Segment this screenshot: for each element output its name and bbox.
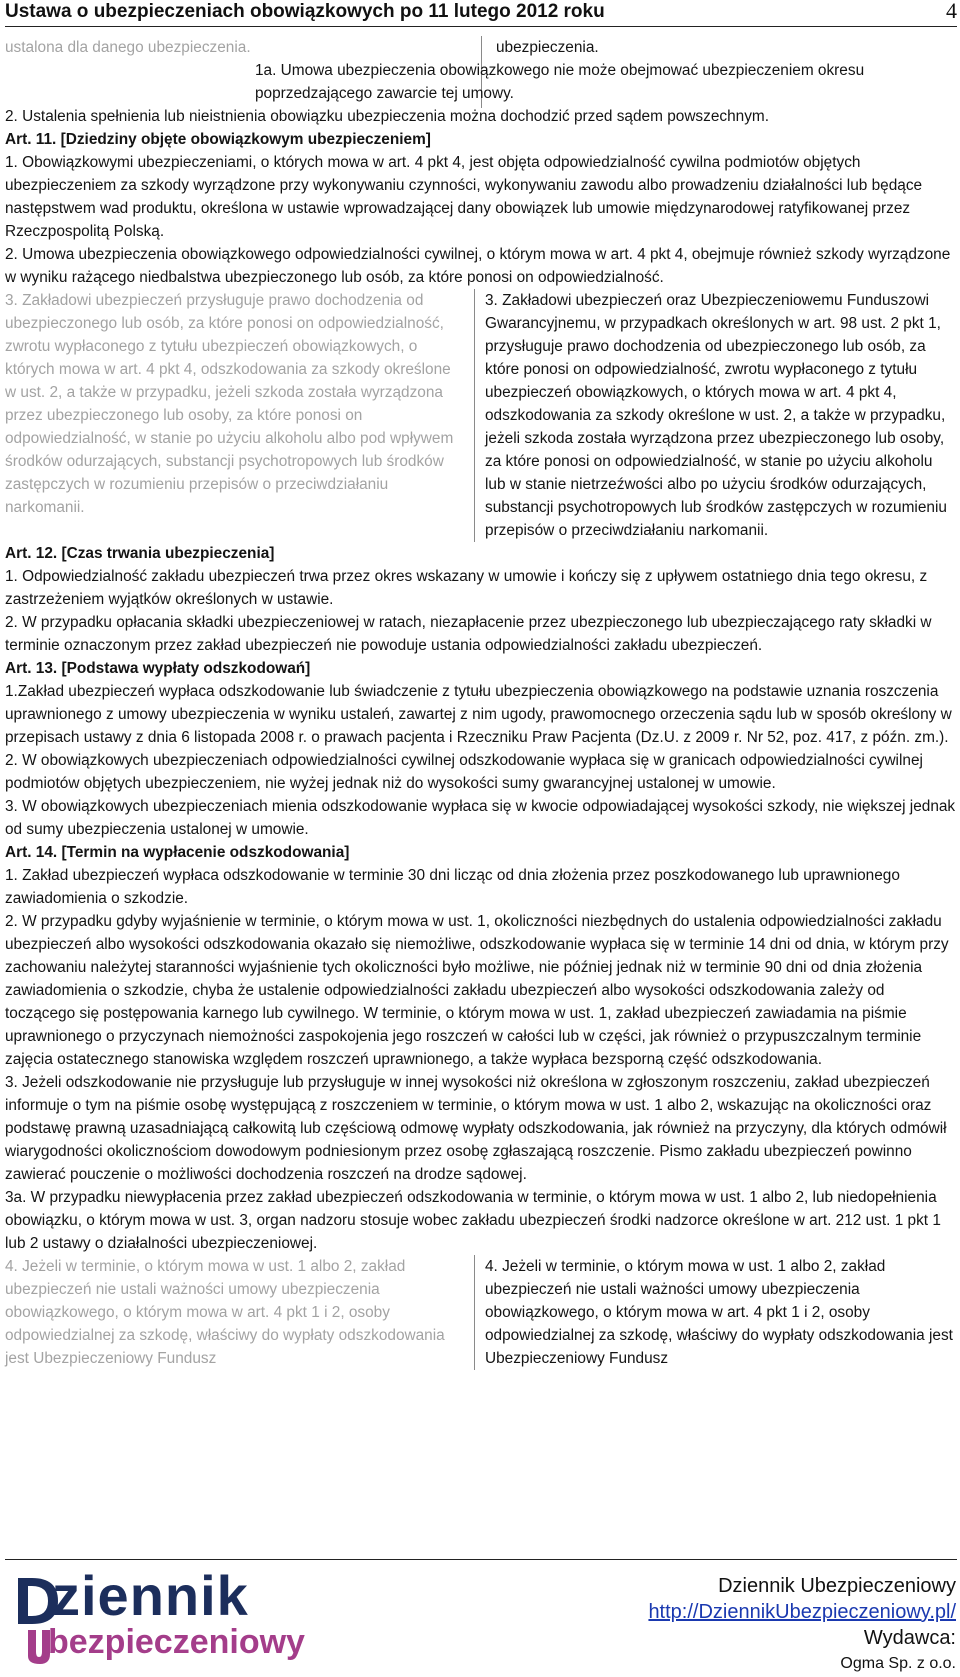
art12-paragraph-2: 2. W przypadku opłacania składki ubezpieczeniowej w ratach, niezapłacenie przez ubezpieczonego lub ubezpieczającego raty składki w terminie oznaczonym przez zakład ubezpieczeń nie powoduje ustania odpowiedzialności zakładu ubezpieczeń. (5, 614, 932, 654)
art14-p4-new-version: 4. Jeżeli w terminie, o którym mowa w ust. 1 albo 2, zakład ubezpieczeń nie ustali ważności umowy ubezpieczenia obowiązkowego, o którym mowa w art. 4 pkt 1 i 2, osoby odpowiedzialnej za szkodę, właściwy do wypłaty odszkodowania jest Ubezpieczeniowy Fundusz (474, 1255, 957, 1370)
paragraph-1a: 1a. Umowa ubezpieczenia obowiązkowego nie może obejmować ubezpieczeniem okresu poprzedzającego zawarcie tej umowy. (255, 62, 865, 102)
footer-divider (5, 1559, 957, 1560)
art14-p4-old-version: 4. Jeżeli w terminie, o którym mowa w ust. 1 albo 2, zakład ubezpieczeń nie ustali ważności umowy ubezpieczenia obowiązkowego, o którym mowa w art. 4 pkt 1 i 2, osoby odpowiedzialnej za szkodę, właściwy do wypłaty odszkodowania jest Ubezpieczeniowy Fundusz (5, 1258, 445, 1367)
art11-paragraph-1: 1. Obowiązkowymi ubezpieczeniami, o których mowa w art. 4 pkt 4, jest objęta odpowiedzialność cywilna podmiotów objętych ubezpieczeniem za szkody wyrządzone przy wykonywaniu czynności, wykonywaniu zawodu albo prowadzeniu działalności lub będące następstwem wad produktu, określona w ustawie wprowadzającej dany obowiązek lub umowie międzynarodowej ratyfikowanej przez Rzeczpospolitą Polską. (5, 154, 923, 240)
article-14-heading: Art. 14. [Termin na wypłacenie odszkodowania] (5, 844, 350, 861)
article-11-heading: Art. 11. [Dziedziny objęte obowiązkowym ubezpieczeniem] (5, 131, 431, 148)
art13-paragraph-2: 2. W obowiązkowych ubezpieczeniach odpowiedzialności cywilnej odszkodowanie wypłaca się w granicach odpowiedzialności cywilnej podmiotów objętych ubezpieczeniem, nie wyżej jednak niż do wysokości sumy gwarancyjnej ustalonej w umowie. (5, 752, 923, 792)
art14-paragraph-3a: 3a. W przypadku niewypłacenia przez zakład ubezpieczeń odszkodowania w terminie, o którym mowa w ust. 1 albo 2, lub niedopełnienia obowiązku, o którym mowa w ust. 3, organ nadzoru stosuje wobec zakładu ubezpieczeń środki nadzorce określone w art. 212 ust. 1 pkt 1 lub 2 ustawy o działalności ubezpieczeniowej. (5, 1189, 941, 1252)
publisher-label: Wydawca: (863, 1627, 956, 1649)
art14-paragraph-3: 3. Jeżeli odszkodowanie nie przysługuje lub przysługuje w innej wysokości niż określona w zgłoszonym roszczeniu, zakład ubezpieczeń informuje o tym na piśmie osobę występującą z roszczeniem w terminie, o którym mowa w ust. 1 albo 2, wskazując na okoliczności oraz podstawę prawną uzasadniającą całkowitą lub częściową odmowę wypłaty odszkodowania, jak również na przyczyny, dla których odmówił wiarygodności okolicznościom dowodowym podniesionym przez osobę zgłaszającą roszczenie. Pismo zakładu ubezpieczeń powinno zawierać pouczenie o możliwości dochodzenia roszczeń na drodze sądowej. (5, 1074, 947, 1183)
page-number: 4 (946, 0, 957, 23)
art11-p3-new-version: 3. Zakładowi ubezpieczeń oraz Ubezpieczeniowemu Funduszowi Gwarancyjnemu, w przypadkach określonych w art. 98 ust. 2 pkt 1, przysługuje prawo dochodzenia od ubezpieczonego lub osób, za które ponosi on odpowiedzialność, zwrotu wypłaconego z tytułu ubezpieczeń obowiązkowych, o których mowa w art. 4 pkt 4, odszkodowania za szkody określone w ust. 2, a także w przypadku, jeżeli szkoda została wyrządzona przez ubezpieczonego lub osoby, za które ponosi on odpowiedzialność, w stanie po użyciu alkoholu lub w stanie nietrzeźwości albo po użyciu środków odurzających, substancji psychotropowych lub środków zastępczych w rozumieniu przepisów o przeciwdziałaniu narkomanii. (474, 289, 957, 542)
dziennik-logo (8, 1564, 368, 1668)
art14-comparison (5, 1255, 957, 1370)
fragment-right-new: ubezpieczenia. (496, 39, 599, 56)
logo-text-top: ziennik (52, 1564, 249, 1627)
site-link[interactable]: http://DziennikUbezpieczeniowy.pl/ (648, 1601, 956, 1623)
art11-p3-old-version: 3. Zakładowi ubezpieczeń przysługuje prawo dochodzenia od ubezpieczonego lub osób, za które ponosi on odpowiedzialność, zwrotu wypłaconego z tytułu ubezpieczeń obowiązkowych, o których mowa w art. 4 pkt 4, odszkodowania za szkody określone w ust. 2, a także w przypadku, jeżeli szkoda została wyrządzona przez ubezpieczonego lub osoby, za które ponosi on odpowiedzialność, w stanie po użyciu alkoholu albo pod wpływem środków odurzających, substancji psychotropowych lub środków zastępczych w rozumieniu przepisów o przeciwdziałaniu narkomanii. (5, 292, 454, 516)
site-name: Dziennik Ubezpieczeniowy (718, 1575, 956, 1597)
paragraph-2: 2. Ustalenia spełnienia lub nieistnienia obowiązku ubezpieczenia można dochodzić przed sądem powszechnym. (5, 108, 769, 125)
art11-paragraph-2: 2. Umowa ubezpieczenia obowiązkowego odpowiedzialności cywilnej, o którym mowa w art. 4 pkt 4, obejmuje również szkody wyrządzone w wyniku rażącego niedbalstwa ubezpieczonego lub osób, za które ponosi on odpowiedzialność. (5, 246, 951, 286)
article-12-heading: Art. 12. [Czas trwania ubezpieczenia] (5, 545, 275, 562)
fragment-left-old: ustalona dla danego ubezpieczenia. (5, 39, 251, 56)
art14-paragraph-2: 2. W przypadku gdyby wyjaśnienie w terminie, o którym mowa w ust. 1, okoliczności niezbędnych do ustalenia odpowiedzialności zakładu ubezpieczeń albo wysokości odszkodowania okazało się niemożliwe, odszkodowanie wypłaca się w terminie 14 dni od dnia, w którym przy zachowaniu należytej staranności wyjaśnienie tych okoliczności było możliwe, nie później jednak niż w terminie 90 dni od dnia złożenia zawiadomienia o szkodzie, chyba że ustalenie odpowiedzialności zakładu ubezpieczeń albo wysokości odszkodowania zależy od toczącego się postępowania karnego lub cywilnego. W terminie, o którym mowa w ust. 1, zakład ubezpieczeń zawiadamia na piśmie uprawnionego o przyczynach niemożności zaspokojenia jego roszczeń w całości lub w części, jak również o przypuszczalnym terminie zajęcia ostatecznego stanowiska względem roszczeń uprawnionego, a także wypłaca bezsporną część odszkodowania. (5, 913, 949, 1068)
page-header (5, 0, 957, 27)
publisher-name: Ogma Sp. z o.o. (840, 1655, 956, 1672)
art14-paragraph-1: 1. Zakład ubezpieczeń wypłaca odszkodowanie w terminie 30 dni licząc od dnia złożenia przez poszkodowanego lub uprawnionego zawiadomienia o szkodzie. (5, 867, 900, 907)
logo-text-bottom: bezpieczeniowy (48, 1623, 305, 1661)
footer-info (648, 1573, 956, 1677)
art11-comparison (5, 289, 957, 542)
article-13-heading: Art. 13. [Podstawa wypłaty odszkodowań] (5, 660, 311, 677)
art12-paragraph-1: 1. Odpowiedzialność zakładu ubezpieczeń trwa przez okres wskazany w umowie i kończy się z upływem ostatniego dnia tego okresu, z zastrzeżeniem wyjątków określonych w ustawie. (5, 568, 928, 608)
art13-paragraph-1: 1.Zakład ubezpieczeń wypłaca odszkodowanie lub świadczenie z tytułu ubezpieczenia obowiązkowego na podstawie uznania roszczenia uprawnionego z umowy ubezpieczenia w wyniku ustaleń, zawartej z nim ugody, prawomocnego orzeczenia sądu lub w sposób określony w przepisach ustawy z dnia 6 listopada 2008 r. o prawach pacjenta i Rzeczniku Praw Pacjenta (Dz.U. z 2009 r. Nr 52, poz. 417, z późn. zm.). (5, 683, 952, 746)
art13-paragraph-3: 3. W obowiązkowych ubezpieczeniach mienia odszkodowanie wypłaca się w kwocie odpowiadającej wysokości szkody, nie większej jednak od sumy ubezpieczenia ustalonej w umowie. (5, 798, 956, 838)
main-text (5, 59, 957, 1370)
document-title: Ustawa o ubezpieczeniach obowiązkowych po 11 lutego 2012 roku (5, 1, 605, 22)
